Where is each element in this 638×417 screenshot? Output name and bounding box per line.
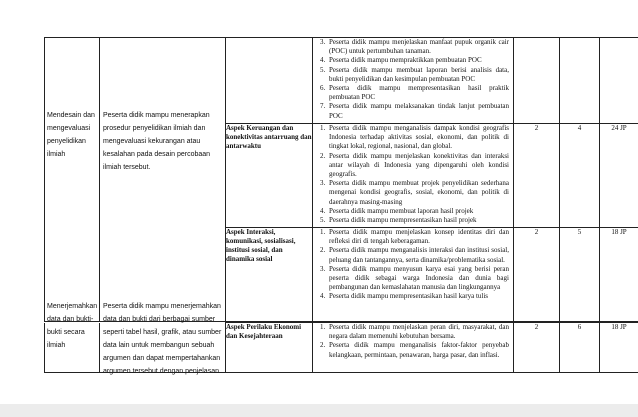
count-value: 4 [560,124,600,228]
aspect-cell-empty [226,38,313,124]
objectives-list [313,323,513,360]
table-row [45,323,638,373]
list-item: 3. Peserta didik mampu menjelaskan manfaat pupuk organik cair (POC) untuk pertumbuhan tanaman. [327,38,509,56]
aspect-label: Aspek Interaksi, komunikasi, sosialisasi, institusi sosial, dan dinamika sosial [226,228,296,263]
phase-value: 2 [514,124,560,228]
competency-design-text: Mendesain dan mengevaluasi penyelidikan ilmiah [47,112,95,158]
outcome-column-cell [100,38,226,375]
objectives-cell [313,124,514,228]
empty-cell [514,38,560,124]
page-gap [0,404,638,417]
list-item: 5. Peserta didik mampu membuat laporan berisi analisis data, bukti penyelidikan dan kesimpulan pembuatan POC [327,66,509,84]
list-item: 2. Peserta didik mampu menganalisis interaksi dan institusi sosial, peluang dan tantangannya, serta dinamika/problematika sosial. [327,246,509,264]
table-row [45,38,638,124]
empty-cell [560,38,600,124]
aspect-cell [226,124,313,228]
outcome-translate-text: Peserta didik mampu menerjemahkan data dan bukti dari berbagai sumber seperti tabel hasil, grafik, atau sumber data lain untuk membangun sebuah argumen dan dapat mempertahankan argumen tersebut dengan penjelasan [103,303,222,375]
list-item: 7. Peserta didik mampu melaksanakan tindak lanjut pembuatan POC [327,102,509,120]
list-item: 5. Peserta didik mampu mempresentasikan hasil projek [327,216,509,225]
list-item: 6. Peserta didik mampu mempresentasikan hasil praktik pembuatan POC [327,84,509,102]
aspect-cell [226,228,313,322]
aspect-cell [226,323,313,373]
objectives-list [313,124,513,225]
list-item: 4. Peserta didik mampu membuat laporan hasil projek [327,207,509,216]
list-item: 1. Peserta didik mampu menganalisis dampak kondisi geografis Indonesia terhadap aktivitas sosial, ekonomi, dan politik di tingkat lokal, regional, nasional, dan global. [327,124,509,152]
objectives-list-top [313,38,513,121]
list-item: 2. Peserta didik mampu menganalisis faktor-faktor penyebab kelangkaan, permintaan, penawaran, harga pasar, dan inflasi. [327,341,509,359]
phase-value: 2 [514,323,560,373]
hours-value: 18 JP [600,228,638,322]
objectives-cell [313,38,514,124]
objectives-cell [313,228,514,322]
competency-column-cell [45,38,100,349]
phase-value: 2 [514,228,560,322]
empty-cell [600,38,638,124]
outcome-design-text: Peserta didik mampu menerapkan prosedur penyelidikan ilmiah dan mengevaluasi kekurangan atau kesalahan pada desain percobaan ilmiah tersebut. [103,112,211,171]
count-value: 6 [560,323,600,373]
objectives-list [313,228,513,302]
list-item: 2. Peserta didik mampu menjelaskan konektivitas dan interaksi antar wilayah di Indonesia yang dipengaruhi oleh kondisi geografis. [327,152,509,180]
hours-value: 24 JP [600,124,638,228]
empty-cell [45,323,100,373]
list-item: 3. Peserta didik mampu membuat projek penyelidikan sederhana mengenai kondisi geografis, sosial, ekonomi, dan politik di daerahnya masing-masing [327,179,509,207]
empty-cell [100,323,226,373]
list-item: 1. Peserta didik mampu menjelaskan peran diri, masyarakat, dan negara dalam memenuhi kebutuhan bersama. [327,323,509,341]
objectives-cell [313,323,514,373]
aspect-label: Aspek Perilaku Ekonomi dan Kesejahteraan [226,323,302,340]
aspect-label: Aspek Keruangan dan konektivitas antarruang dan antarwaktu [226,124,312,150]
hours-value: 18 JP [600,323,638,373]
list-item: 3. Peserta didik mampu menyusun karya esai yang berisi peran peserta didik sebagai warga Indonesia dan dunia bagi pembangunan dan kemaslahatan manusia dan lingkungannya [327,265,509,293]
competency-translate-text: Menerjemahkan data dan bukti- bukti secara ilmiah [47,303,98,349]
curriculum-table-bottom [44,322,638,373]
list-item: 1. Peserta didik mampu menjelaskan konsep identitas diri dan refleksi diri di tengah keberagaman. [327,228,509,246]
list-item: 4. Peserta didik mampu mempresentasikan hasil karya tulis [327,292,509,301]
count-value: 5 [560,228,600,322]
list-item: 4. Peserta didik mampu mempraktikkan pembuatan POC [327,56,509,65]
